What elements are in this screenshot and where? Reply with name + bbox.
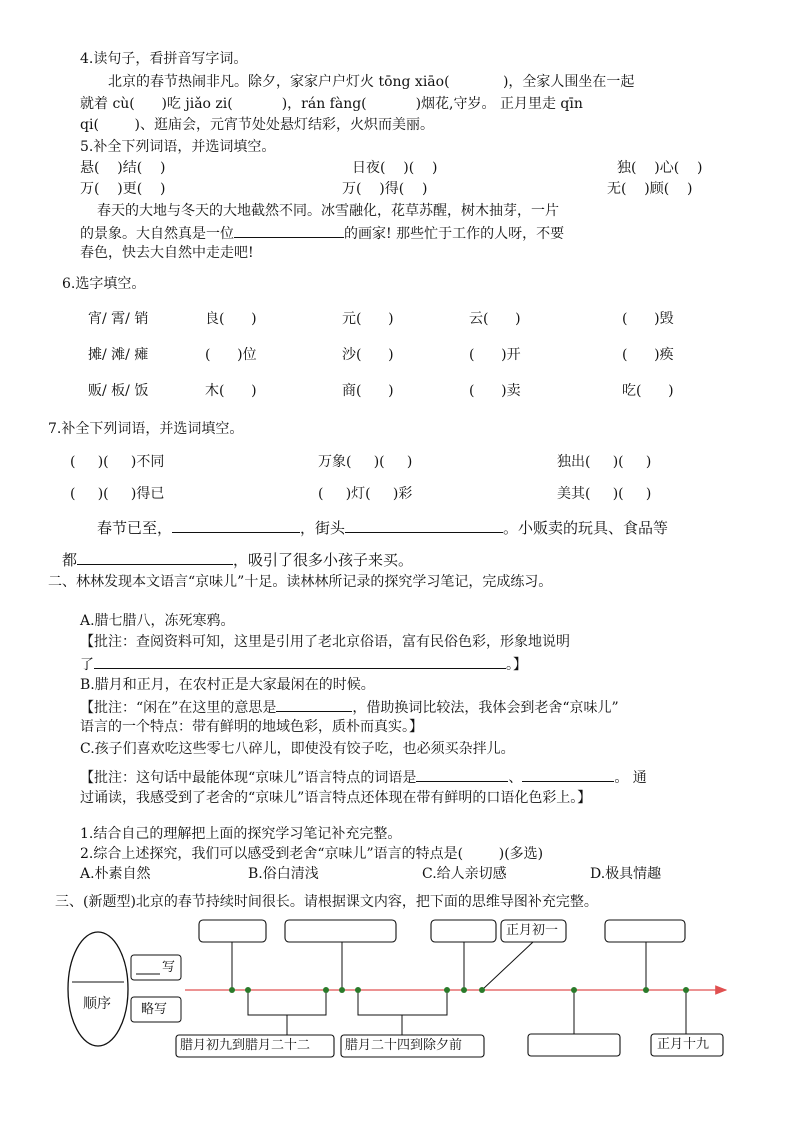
box-day-19: 正月十九 xyxy=(657,1037,710,1052)
note-c-comment-1: 【批注：这句话中最能体现“京味儿”语言特点的词语是 、 。 通 xyxy=(80,767,647,787)
q6-item: 元( ) xyxy=(342,311,394,327)
q4-line2: 就着 cù( )吃 jiǎo zi( )，rán fàng( )烟花,守岁。 正月里走 qīn xyxy=(80,96,583,112)
q7-word: ( )( )得已 xyxy=(70,486,165,502)
q5-title: 5.补全下列词语，并选词填空。 xyxy=(80,139,276,155)
q7-sentence-1: 春节已至， ，街头 。小贩卖的玩具、食品等 xyxy=(97,519,669,537)
note-a: A.腊七腊八，冻死寒鸦。 xyxy=(80,613,235,629)
q6-title: 6.选字填空。 xyxy=(62,276,146,292)
brief-write-label: 略写 xyxy=(141,1002,168,1017)
q5-word: 独( )心( ) xyxy=(617,160,703,176)
box-period-2: 腊月二十四到除夕前 xyxy=(345,1038,463,1053)
order-label: 顺序 xyxy=(83,996,111,1012)
q6-item: 良( ) xyxy=(205,311,257,327)
section-2-title: 二、林林发现本文语言“京味儿”十足。读林林所记录的探究学习笔记，完成练习。 xyxy=(48,574,553,590)
q7-word: 美其( )( ) xyxy=(557,486,652,502)
q7-title: 7.补全下列词语，并选词填空。 xyxy=(48,421,244,437)
q6-item: 沙( ) xyxy=(342,347,394,363)
q7-word: ( )( )不同 xyxy=(70,454,165,470)
note-b-comment-2: 语言的一个特点：带有鲜明的地域色彩，质朴而真实。】 xyxy=(80,719,423,735)
q6-group: 摊/ 滩/ 瘫 xyxy=(88,347,149,363)
sec2-question-1: 1.结合自己的理解把上面的探究学习笔记补充完整。 xyxy=(80,826,402,842)
q5-para-2: 的景象。大自然真是一位 的画家! 那些忙于工作的人呀，不要 xyxy=(80,223,564,243)
q5-para-1: 春天的大地与冬天的大地截然不同。冰雪融化，花草苏醒，树木抽芽，一片 xyxy=(97,203,559,219)
q4-line1: 北京的春节热闹非凡。除夕，家家户户灯火 tōng xiāo( )，全家人围坐在一起 xyxy=(108,74,635,90)
q7-word: ( )灯( )彩 xyxy=(318,486,413,502)
q6-item: ( )卖 xyxy=(469,383,521,399)
q6-item: 木( ) xyxy=(205,383,257,399)
q5-word: 悬( )结( ) xyxy=(80,160,166,176)
note-b-comment-1: 【批注：“闲在”在这里的意思是 ，借助换词比较法，我体会到老舍“京味儿” xyxy=(80,697,619,717)
option: D.极具情趣 xyxy=(590,866,662,882)
q6-group: 贩/ 板/ 饭 xyxy=(88,383,149,399)
note-a-comment-1: 【批注：查阅资料可知，这里是引用了老北京俗语，富有民俗色彩，形象地说明 xyxy=(80,634,570,650)
note-a-comment-2: 了 。】 xyxy=(80,654,527,674)
q6-item: ( )毁 xyxy=(622,311,674,327)
q6-item: 云( ) xyxy=(469,311,521,327)
q4-line3: qi( )、逛庙会，元宵节处处悬灯结彩，火炽而美丽。 xyxy=(80,117,434,133)
detail-write-label: 写 xyxy=(162,960,176,975)
q6-item: 商( ) xyxy=(342,383,394,399)
q5-word: 无( )顾( ) xyxy=(607,181,693,197)
q5-para-3: 春色，快去大自然中走走吧! xyxy=(80,245,254,261)
option: A.朴素自然 xyxy=(80,866,151,882)
q6-item: ( )痪 xyxy=(622,347,674,363)
q6-item: ( )开 xyxy=(469,347,521,363)
option: C.给人亲切感 xyxy=(422,866,507,882)
box-day-1: 正月初一 xyxy=(506,923,559,938)
note-c: C.孩子们喜欢吃这些零七八碎儿，即使没有饺子吃，也必须买杂拌儿。 xyxy=(80,741,515,757)
q6-group: 宵/ 霄/ 销 xyxy=(88,311,149,327)
note-c-comment-2: 过诵读，我感受到了老舍的“京味儿”语言特点还体现在带有鲜明的口语化色彩上。】 xyxy=(80,790,592,806)
q5-word: 万( )得( ) xyxy=(342,181,428,197)
box-period-1: 腊月初九到腊月二十二 xyxy=(180,1038,311,1053)
order-oval xyxy=(68,932,128,1046)
q7-word: 独出( )( ) xyxy=(557,454,652,470)
note-b: B.腊月和正月，在农村正是大家最闲在的时候。 xyxy=(80,677,375,693)
sec2-question-2: 2.综合上述探究，我们可以感受到老舍“京味儿”语言的特点是( )(多选) xyxy=(80,846,544,862)
q6-item: ( )位 xyxy=(205,347,257,363)
q5-word: 日夜( )( ) xyxy=(352,160,438,176)
option: B.俗白清浅 xyxy=(248,866,319,882)
q7-sentence-2: 都 ，吸引了很多小孩子来买。 xyxy=(62,551,414,569)
q4-title: 4.读句子，看拼音写字词。 xyxy=(80,51,248,67)
q5-word: 万( )更( ) xyxy=(80,181,166,197)
q6-item: 吃( ) xyxy=(622,383,674,399)
section-3-title: 三、(新题型)北京的春节持续时间很长。请根据课文内容，把下面的思维导图补充完整。 xyxy=(55,894,598,910)
q7-word: 万象( )( ) xyxy=(318,454,413,470)
